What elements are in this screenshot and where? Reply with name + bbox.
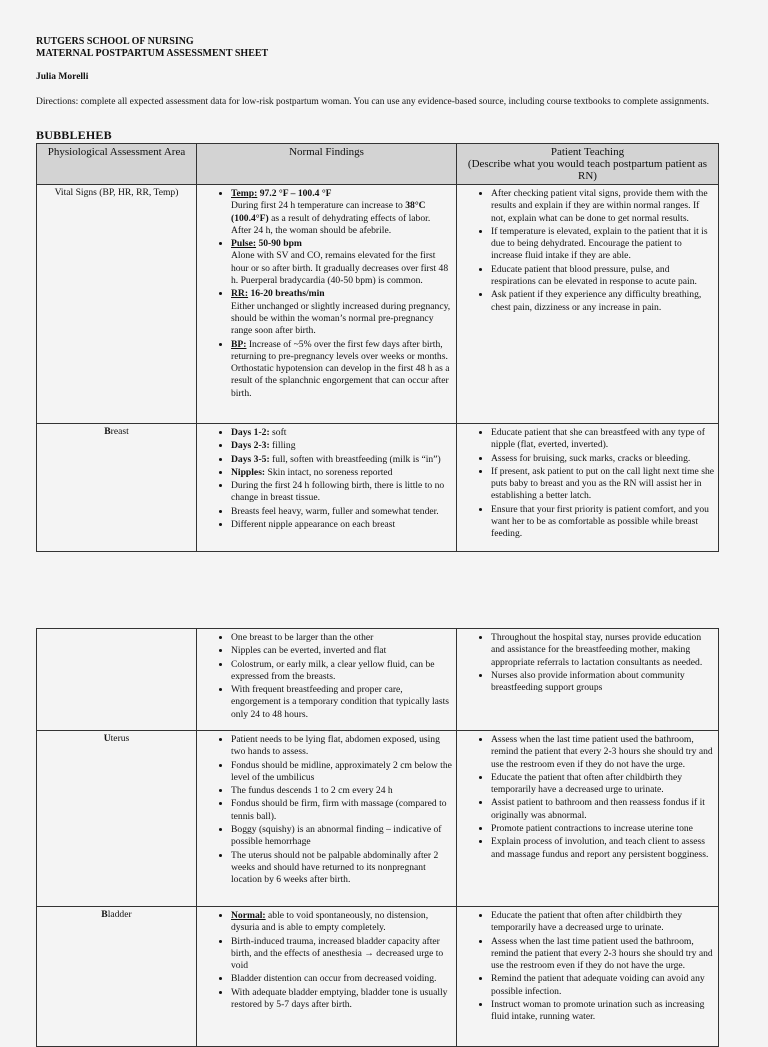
teaching-breast [457, 424, 719, 552]
teaching-vitals [457, 185, 719, 424]
list-item: • With adequate bladder emptying, bladder tone is usually restored by 5-7 days after birth. [231, 986, 452, 1012]
list-item: • Promote patient contractions to increase uterine tone [491, 822, 714, 835]
table-header-row [37, 144, 719, 185]
finding-pulse: • Pulse: 50-90 bpm Alone with SV and CO, remains elevated for the first hour or so after birth. It gradually decreases over first 48 h. Puerperal bradycardia (40-50 bpm) is common. [231, 237, 452, 287]
finding-bp: • BP: Increase of ~5% over the first few days after birth, returning to pre-pregnancy levels over weeks or months. Orthostatic hypotension can develop in the first 48 h as a result of the splanchnic engorgement that can occur after birth. [231, 338, 452, 400]
section-title: BUBBLEHEB [36, 128, 112, 142]
col-header-findings: Normal Findings [197, 144, 457, 185]
area-breast-cont [37, 629, 197, 731]
list-item: • Educate the patient that often after childbirth they temporarily have a decreased urge to urinate. [491, 771, 714, 797]
area-breast: Breast [37, 424, 197, 552]
list-item: • Days 2-3: filling [231, 439, 452, 452]
list-item: • Days 3-5: full, soften with breastfeeding (milk is “in”) [231, 453, 452, 466]
table-row-bladder [37, 907, 719, 1047]
list-item: • Breasts feel heavy, warm, fuller and somewhat tender. [231, 505, 452, 518]
list-item: • Days 1-2: soft [231, 426, 452, 439]
list-item: • Nurses also provide information about community breastfeeding support groups [491, 669, 714, 695]
list-item: • If present, ask patient to put on the call light next time she puts baby to breast and you as the RN will assist her in establishing a better latch. [491, 465, 714, 503]
list-item: • After checking patient vital signs, provide them with the results and explain if they are within normal ranges. If not, explain what can be done to get normal results. [491, 187, 714, 225]
school-name: RUTGERS SCHOOL OF NURSING [36, 36, 194, 47]
list-item: • The fundus descends 1 to 2 cm every 24 h [231, 784, 452, 797]
finding-temp: • Temp: 97.2 °F – 100.4 °F During first 24 h temperature can increase to 38°C (100.4°F) as a result of dehydrating effects of labor. After 24 h, the woman should be afebrile. [231, 187, 452, 237]
list-item: • Assess for bruising, suck marks, cracks or bleeding. [491, 452, 714, 465]
teaching-uterus [457, 731, 719, 907]
list-item: • Assist patient to bathroom and then reassess fondus if it originally was abnormal. [491, 796, 714, 822]
list-item: • Throughout the hospital stay, nurses provide education and assistance for the breastfeeding mother, making appropriate referrals to lactation consultants as needed. [491, 631, 714, 669]
list-item: • Educate the patient that often after childbirth they temporarily have a decreased urge to urinate. [491, 909, 714, 935]
findings-uterus [197, 731, 457, 907]
findings-bladder [197, 907, 457, 1047]
area-vitals: Vital Signs (BP, HR, RR, Temp) [37, 185, 197, 424]
list-item: • Nipples: Skin intact, no soreness reported [231, 466, 452, 479]
list-item: • Normal: able to void spontaneously, no distension, dysuria and is able to empty completely. [231, 909, 452, 935]
list-item: • Assess when the last time patient used the bathroom, remind the patient that every 2-3 hours she should try and use the restroom even if they do not have the urge. [491, 733, 714, 771]
list-item: • Colostrum, or early milk, a clear yellow fluid, can be expressed from the breasts. [231, 658, 452, 684]
table-row-breast [37, 424, 719, 552]
list-item: • Fondus should be midline, approximately 2 cm below the level of the umbilicus [231, 759, 452, 785]
table-row-vitals [37, 185, 719, 424]
author-name: Julia Morelli [36, 72, 89, 82]
teaching-breast-cont [457, 629, 719, 731]
col-header-teaching-desc: (Describe what you would teach postpartum patient as RN) [467, 158, 708, 182]
list-item: • Patient needs to be lying flat, abdomen exposed, using two hands to assess. [231, 733, 452, 759]
area-bladder: Bladder [37, 907, 197, 1047]
assessment-table-part1 [36, 143, 719, 552]
table-row-uterus [37, 731, 719, 907]
list-item: • Birth-induced trauma, increased bladder capacity after birth, and the effects of anesthesia → decreased urge to void [231, 935, 452, 973]
list-item: • Remind the patient that adequate voiding can avoid any possible infection. [491, 972, 714, 998]
assessment-table-part2 [36, 628, 719, 1047]
findings-breast-cont [197, 629, 457, 731]
col-header-area: Physiological Assessment Area [37, 144, 197, 185]
list-item: • One breast to be larger than the other [231, 631, 452, 644]
list-item: • Educate patient that blood pressure, pulse, and respirations can be elevated in response to acute pain. [491, 263, 714, 289]
list-item: • Nipples can be everted, inverted and flat [231, 644, 452, 657]
teaching-bladder [457, 907, 719, 1047]
area-uterus: Uterus [37, 731, 197, 907]
list-item: • During the first 24 h following birth, there is little to no change in breast tissue. [231, 479, 452, 505]
table-row-breast-cont [37, 629, 719, 731]
sheet-title: MATERNAL POSTPARTUM ASSESSMENT SHEET [36, 48, 269, 59]
list-item: • Ask patient if they experience any difficulty breathing, chest pain, dizziness or any increase in pain. [491, 288, 714, 314]
list-item: • Ensure that your first priority is patient comfort, and you want her to be as comfortable as possible while breast feeding. [491, 503, 714, 541]
finding-rr: • RR: 16-20 breaths/min Either unchanged or slightly increased during pregnancy, should be within the woman’s normal pre-pregnancy range soon after birth. [231, 287, 452, 337]
findings-breast [197, 424, 457, 552]
directions-text: Directions: complete all expected assessment data for low-risk postpartum woman. You can use any evidence-based source, including course textbooks to complete assignments. [36, 97, 710, 107]
list-item: • Educate patient that she can breastfeed with any type of nipple (flat, everted, inverted). [491, 426, 714, 452]
list-item: • With frequent breastfeeding and proper care, engorgement is a temporary condition that typically lasts only 24 to 48 hours. [231, 683, 452, 721]
col-header-teaching-title: Patient Teaching [550, 146, 625, 158]
list-item: • Explain process of involution, and teach client to assess and massage fundus and report any persistent bogginess. [491, 835, 714, 861]
list-item: • Assess when the last time patient used the bathroom, remind the patient that every 2-3 hours she should try and use the restroom even if they do not have the urge. [491, 935, 714, 973]
list-item: • Bladder distention can occur from decreased voiding. [231, 972, 452, 985]
list-item: • Fondus should be firm, firm with massage (compared to tennis ball). [231, 797, 452, 823]
list-item: • The uterus should not be palpable abdominally after 2 weeks and should have returned to its nonpregnant location by 6 weeks after birth. [231, 849, 452, 887]
document-header [36, 36, 268, 60]
list-item: • If temperature is elevated, explain to the patient that it is due to being dehydrated. Encourage the patient to increase fluid intake if they are able. [491, 225, 714, 263]
col-header-teaching [457, 144, 719, 185]
list-item: • Different nipple appearance on each breast [231, 518, 452, 531]
findings-vitals [197, 185, 457, 424]
list-item: • Boggy (squishy) is an abnormal finding – indicative of possible hemorrhage [231, 823, 452, 849]
list-item: • Instruct woman to promote urination such as increasing fluid intake, running water. [491, 998, 714, 1024]
